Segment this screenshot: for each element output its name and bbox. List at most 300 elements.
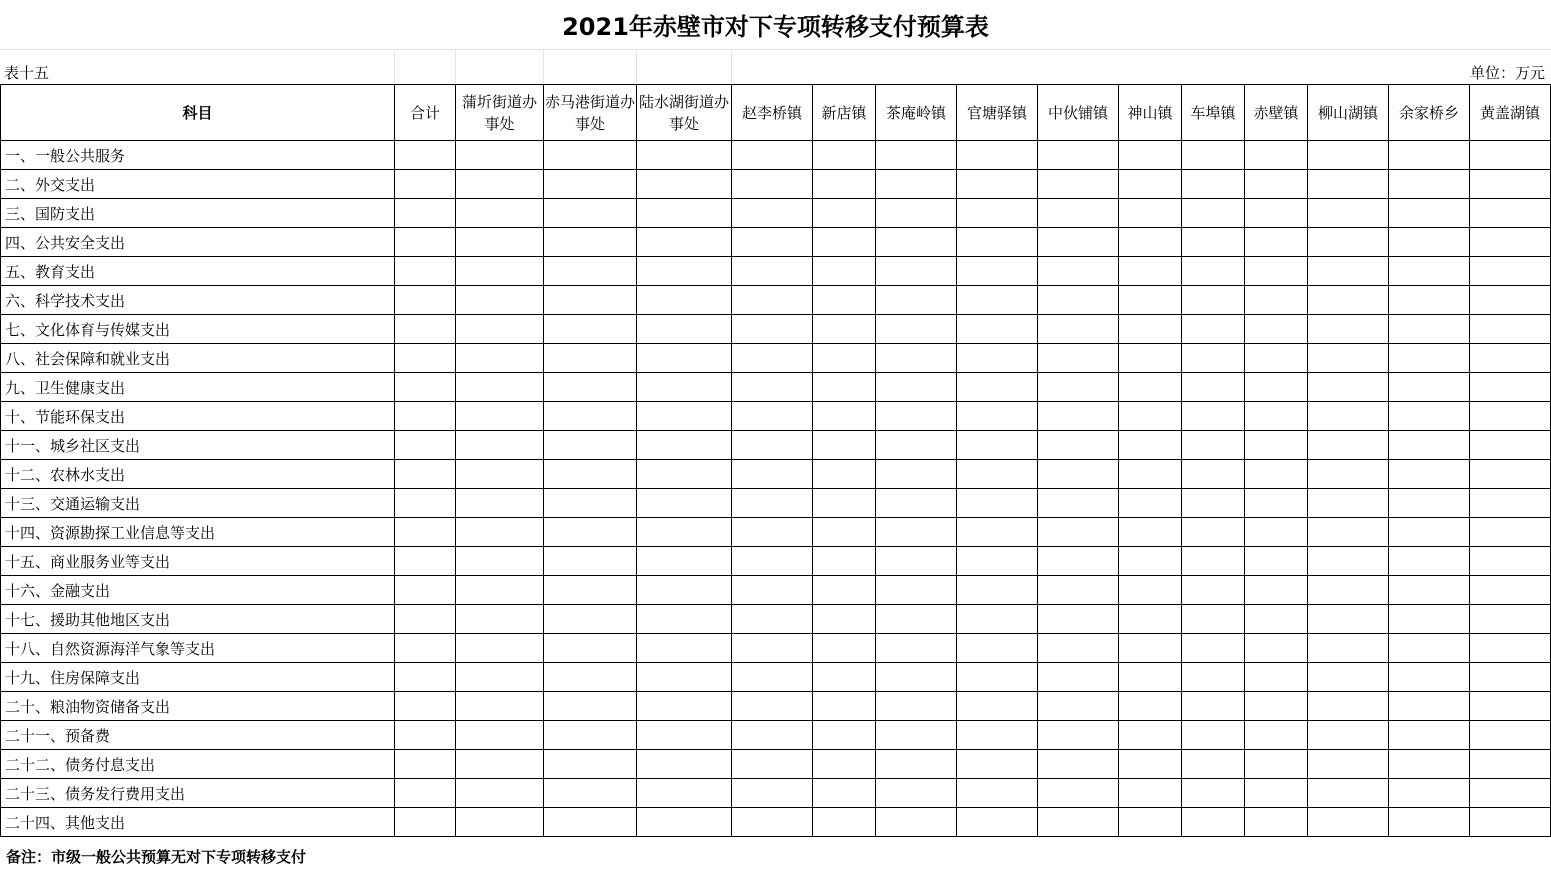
- value-cell[interactable]: [395, 663, 456, 692]
- value-cell[interactable]: [1245, 286, 1308, 315]
- value-cell[interactable]: [1470, 199, 1551, 228]
- value-cell[interactable]: [637, 750, 732, 779]
- value-cell[interactable]: [1182, 750, 1245, 779]
- value-cell[interactable]: [1182, 228, 1245, 257]
- header-column[interactable]: 合计: [395, 85, 456, 141]
- value-cell[interactable]: [1245, 663, 1308, 692]
- value-cell[interactable]: [456, 373, 544, 402]
- row-label-cell[interactable]: 八、社会保障和就业支出: [1, 344, 395, 373]
- value-cell[interactable]: [1470, 721, 1551, 750]
- value-cell[interactable]: [544, 228, 637, 257]
- value-cell[interactable]: [1182, 518, 1245, 547]
- value-cell[interactable]: [456, 692, 544, 721]
- value-cell[interactable]: [1245, 228, 1308, 257]
- value-cell[interactable]: [637, 518, 732, 547]
- row-label-cell[interactable]: 十九、住房保障支出: [1, 663, 395, 692]
- value-cell[interactable]: [1038, 199, 1119, 228]
- header-column[interactable]: 余家桥乡: [1389, 85, 1470, 141]
- value-cell[interactable]: [813, 547, 876, 576]
- value-cell[interactable]: [637, 634, 732, 663]
- row-label-cell[interactable]: 四、公共安全支出: [1, 228, 395, 257]
- value-cell[interactable]: [1389, 460, 1470, 489]
- value-cell[interactable]: [637, 431, 732, 460]
- value-cell[interactable]: [1119, 808, 1182, 837]
- value-cell[interactable]: [544, 605, 637, 634]
- value-cell[interactable]: [1389, 518, 1470, 547]
- value-cell[interactable]: [544, 518, 637, 547]
- value-cell[interactable]: [456, 199, 544, 228]
- value-cell[interactable]: [1182, 460, 1245, 489]
- value-cell[interactable]: [813, 634, 876, 663]
- value-cell[interactable]: [637, 779, 732, 808]
- value-cell[interactable]: [1119, 692, 1182, 721]
- value-cell[interactable]: [1245, 692, 1308, 721]
- value-cell[interactable]: [1182, 315, 1245, 344]
- value-cell[interactable]: [732, 692, 813, 721]
- value-cell[interactable]: [1389, 634, 1470, 663]
- value-cell[interactable]: [1119, 460, 1182, 489]
- value-cell[interactable]: [1308, 721, 1389, 750]
- value-cell[interactable]: [876, 576, 957, 605]
- value-cell[interactable]: [1245, 489, 1308, 518]
- value-cell[interactable]: [1245, 315, 1308, 344]
- value-cell[interactable]: [1470, 489, 1551, 518]
- value-cell[interactable]: [456, 518, 544, 547]
- value-cell[interactable]: [637, 576, 732, 605]
- value-cell[interactable]: [1182, 721, 1245, 750]
- value-cell[interactable]: [1038, 141, 1119, 170]
- value-cell[interactable]: [876, 518, 957, 547]
- value-cell[interactable]: [395, 576, 456, 605]
- value-cell[interactable]: [1308, 257, 1389, 286]
- value-cell[interactable]: [813, 779, 876, 808]
- value-cell[interactable]: [1245, 634, 1308, 663]
- value-cell[interactable]: [1308, 750, 1389, 779]
- value-cell[interactable]: [1119, 141, 1182, 170]
- value-cell[interactable]: [544, 634, 637, 663]
- row-label-cell[interactable]: 十二、农林水支出: [1, 460, 395, 489]
- value-cell[interactable]: [456, 779, 544, 808]
- value-cell[interactable]: [1038, 373, 1119, 402]
- value-cell[interactable]: [876, 199, 957, 228]
- value-cell[interactable]: [1182, 576, 1245, 605]
- value-cell[interactable]: [1245, 605, 1308, 634]
- value-cell[interactable]: [456, 576, 544, 605]
- value-cell[interactable]: [1245, 750, 1308, 779]
- value-cell[interactable]: [1245, 199, 1308, 228]
- value-cell[interactable]: [395, 286, 456, 315]
- value-cell[interactable]: [544, 460, 637, 489]
- value-cell[interactable]: [1119, 634, 1182, 663]
- value-cell[interactable]: [813, 344, 876, 373]
- row-label-cell[interactable]: 二、外交支出: [1, 170, 395, 199]
- value-cell[interactable]: [1038, 721, 1119, 750]
- value-cell[interactable]: [732, 431, 813, 460]
- value-cell[interactable]: [637, 721, 732, 750]
- value-cell[interactable]: [1470, 808, 1551, 837]
- row-label-cell[interactable]: 十七、援助其他地区支出: [1, 605, 395, 634]
- value-cell[interactable]: [544, 402, 637, 431]
- value-cell[interactable]: [813, 750, 876, 779]
- value-cell[interactable]: [637, 199, 732, 228]
- value-cell[interactable]: [957, 663, 1038, 692]
- value-cell[interactable]: [1470, 605, 1551, 634]
- value-cell[interactable]: [957, 576, 1038, 605]
- value-cell[interactable]: [957, 344, 1038, 373]
- header-column[interactable]: 官塘驿镇: [957, 85, 1038, 141]
- value-cell[interactable]: [395, 808, 456, 837]
- value-cell[interactable]: [1389, 576, 1470, 605]
- header-column[interactable]: 茶庵岭镇: [876, 85, 957, 141]
- value-cell[interactable]: [732, 663, 813, 692]
- value-cell[interactable]: [1470, 286, 1551, 315]
- value-cell[interactable]: [876, 663, 957, 692]
- value-cell[interactable]: [1119, 750, 1182, 779]
- value-cell[interactable]: [957, 750, 1038, 779]
- value-cell[interactable]: [1389, 808, 1470, 837]
- value-cell[interactable]: [544, 547, 637, 576]
- value-cell[interactable]: [957, 199, 1038, 228]
- row-label-cell[interactable]: 二十四、其他支出: [1, 808, 395, 837]
- value-cell[interactable]: [732, 750, 813, 779]
- value-cell[interactable]: [876, 489, 957, 518]
- value-cell[interactable]: [1308, 576, 1389, 605]
- value-cell[interactable]: [1245, 808, 1308, 837]
- value-cell[interactable]: [957, 228, 1038, 257]
- value-cell[interactable]: [1119, 199, 1182, 228]
- value-cell[interactable]: [957, 779, 1038, 808]
- value-cell[interactable]: [637, 141, 732, 170]
- value-cell[interactable]: [456, 431, 544, 460]
- value-cell[interactable]: [1470, 344, 1551, 373]
- value-cell[interactable]: [1182, 808, 1245, 837]
- value-cell[interactable]: [1470, 315, 1551, 344]
- value-cell[interactable]: [813, 257, 876, 286]
- value-cell[interactable]: [1470, 692, 1551, 721]
- value-cell[interactable]: [1038, 228, 1119, 257]
- value-cell[interactable]: [1389, 431, 1470, 460]
- value-cell[interactable]: [1245, 402, 1308, 431]
- value-cell[interactable]: [395, 547, 456, 576]
- value-cell[interactable]: [1038, 576, 1119, 605]
- value-cell[interactable]: [1389, 286, 1470, 315]
- value-cell[interactable]: [957, 634, 1038, 663]
- value-cell[interactable]: [732, 344, 813, 373]
- value-cell[interactable]: [957, 518, 1038, 547]
- value-cell[interactable]: [876, 431, 957, 460]
- value-cell[interactable]: [813, 518, 876, 547]
- value-cell[interactable]: [732, 808, 813, 837]
- row-label-cell[interactable]: 三、国防支出: [1, 199, 395, 228]
- value-cell[interactable]: [456, 170, 544, 199]
- value-cell[interactable]: [1119, 605, 1182, 634]
- value-cell[interactable]: [456, 663, 544, 692]
- value-cell[interactable]: [456, 489, 544, 518]
- value-cell[interactable]: [732, 634, 813, 663]
- value-cell[interactable]: [732, 460, 813, 489]
- value-cell[interactable]: [544, 199, 637, 228]
- value-cell[interactable]: [395, 634, 456, 663]
- value-cell[interactable]: [1038, 518, 1119, 547]
- value-cell[interactable]: [813, 692, 876, 721]
- header-column[interactable]: 新店镇: [813, 85, 876, 141]
- value-cell[interactable]: [813, 228, 876, 257]
- value-cell[interactable]: [1308, 518, 1389, 547]
- value-cell[interactable]: [456, 605, 544, 634]
- value-cell[interactable]: [957, 692, 1038, 721]
- value-cell[interactable]: [1389, 170, 1470, 199]
- header-subject[interactable]: 科目: [1, 85, 395, 141]
- value-cell[interactable]: [957, 286, 1038, 315]
- value-cell[interactable]: [876, 547, 957, 576]
- value-cell[interactable]: [1119, 431, 1182, 460]
- row-label-cell[interactable]: 十四、资源勘探工业信息等支出: [1, 518, 395, 547]
- value-cell[interactable]: [1182, 779, 1245, 808]
- value-cell[interactable]: [544, 344, 637, 373]
- row-label-cell[interactable]: 二十二、债务付息支出: [1, 750, 395, 779]
- value-cell[interactable]: [732, 141, 813, 170]
- value-cell[interactable]: [544, 663, 637, 692]
- value-cell[interactable]: [1038, 315, 1119, 344]
- value-cell[interactable]: [876, 344, 957, 373]
- value-cell[interactable]: [813, 402, 876, 431]
- value-cell[interactable]: [732, 315, 813, 344]
- value-cell[interactable]: [1308, 605, 1389, 634]
- value-cell[interactable]: [876, 257, 957, 286]
- value-cell[interactable]: [813, 286, 876, 315]
- value-cell[interactable]: [395, 750, 456, 779]
- value-cell[interactable]: [544, 750, 637, 779]
- row-label-cell[interactable]: 一、一般公共服务: [1, 141, 395, 170]
- value-cell[interactable]: [732, 228, 813, 257]
- value-cell[interactable]: [957, 170, 1038, 199]
- value-cell[interactable]: [456, 460, 544, 489]
- value-cell[interactable]: [957, 373, 1038, 402]
- value-cell[interactable]: [1389, 315, 1470, 344]
- value-cell[interactable]: [637, 170, 732, 199]
- value-cell[interactable]: [395, 315, 456, 344]
- value-cell[interactable]: [456, 634, 544, 663]
- value-cell[interactable]: [544, 576, 637, 605]
- value-cell[interactable]: [1389, 750, 1470, 779]
- value-cell[interactable]: [637, 286, 732, 315]
- value-cell[interactable]: [876, 808, 957, 837]
- header-column[interactable]: 赤壁镇: [1245, 85, 1308, 141]
- value-cell[interactable]: [544, 779, 637, 808]
- value-cell[interactable]: [1389, 228, 1470, 257]
- value-cell[interactable]: [1119, 547, 1182, 576]
- value-cell[interactable]: [876, 750, 957, 779]
- value-cell[interactable]: [1038, 750, 1119, 779]
- value-cell[interactable]: [876, 605, 957, 634]
- value-cell[interactable]: [1470, 431, 1551, 460]
- value-cell[interactable]: [1182, 141, 1245, 170]
- value-cell[interactable]: [957, 257, 1038, 286]
- value-cell[interactable]: [813, 141, 876, 170]
- header-column[interactable]: 中伙铺镇: [1038, 85, 1119, 141]
- value-cell[interactable]: [1119, 402, 1182, 431]
- value-cell[interactable]: [1038, 692, 1119, 721]
- value-cell[interactable]: [957, 431, 1038, 460]
- value-cell[interactable]: [732, 257, 813, 286]
- value-cell[interactable]: [1470, 257, 1551, 286]
- header-column[interactable]: 黄盖湖镇: [1470, 85, 1551, 141]
- value-cell[interactable]: [957, 141, 1038, 170]
- value-cell[interactable]: [1038, 547, 1119, 576]
- value-cell[interactable]: [1308, 634, 1389, 663]
- value-cell[interactable]: [1389, 373, 1470, 402]
- value-cell[interactable]: [1038, 286, 1119, 315]
- value-cell[interactable]: [1119, 779, 1182, 808]
- value-cell[interactable]: [1245, 141, 1308, 170]
- value-cell[interactable]: [395, 170, 456, 199]
- value-cell[interactable]: [637, 315, 732, 344]
- value-cell[interactable]: [1389, 779, 1470, 808]
- value-cell[interactable]: [1470, 460, 1551, 489]
- value-cell[interactable]: [957, 402, 1038, 431]
- value-cell[interactable]: [732, 286, 813, 315]
- value-cell[interactable]: [456, 344, 544, 373]
- row-label-cell[interactable]: 十、节能环保支出: [1, 402, 395, 431]
- value-cell[interactable]: [395, 257, 456, 286]
- value-cell[interactable]: [1182, 257, 1245, 286]
- value-cell[interactable]: [1308, 692, 1389, 721]
- row-label-cell[interactable]: 十三、交通运输支出: [1, 489, 395, 518]
- value-cell[interactable]: [1470, 170, 1551, 199]
- value-cell[interactable]: [813, 431, 876, 460]
- value-cell[interactable]: [1470, 663, 1551, 692]
- row-label-cell[interactable]: 五、教育支出: [1, 257, 395, 286]
- value-cell[interactable]: [1470, 779, 1551, 808]
- value-cell[interactable]: [876, 373, 957, 402]
- value-cell[interactable]: [813, 605, 876, 634]
- value-cell[interactable]: [1038, 808, 1119, 837]
- value-cell[interactable]: [1308, 373, 1389, 402]
- value-cell[interactable]: [1038, 344, 1119, 373]
- header-column[interactable]: 柳山湖镇: [1308, 85, 1389, 141]
- value-cell[interactable]: [1389, 692, 1470, 721]
- value-cell[interactable]: [957, 808, 1038, 837]
- value-cell[interactable]: [732, 199, 813, 228]
- value-cell[interactable]: [1182, 547, 1245, 576]
- value-cell[interactable]: [637, 402, 732, 431]
- value-cell[interactable]: [395, 518, 456, 547]
- row-label-cell[interactable]: 十六、金融支出: [1, 576, 395, 605]
- value-cell[interactable]: [1182, 663, 1245, 692]
- value-cell[interactable]: [1389, 547, 1470, 576]
- value-cell[interactable]: [876, 721, 957, 750]
- value-cell[interactable]: [876, 692, 957, 721]
- value-cell[interactable]: [1119, 170, 1182, 199]
- value-cell[interactable]: [1182, 692, 1245, 721]
- value-cell[interactable]: [1308, 663, 1389, 692]
- value-cell[interactable]: [876, 634, 957, 663]
- value-cell[interactable]: [395, 692, 456, 721]
- value-cell[interactable]: [957, 605, 1038, 634]
- value-cell[interactable]: [637, 663, 732, 692]
- value-cell[interactable]: [544, 141, 637, 170]
- value-cell[interactable]: [1389, 605, 1470, 634]
- row-label-cell[interactable]: 六、科学技术支出: [1, 286, 395, 315]
- value-cell[interactable]: [1245, 576, 1308, 605]
- value-cell[interactable]: [1119, 344, 1182, 373]
- value-cell[interactable]: [1308, 141, 1389, 170]
- value-cell[interactable]: [637, 257, 732, 286]
- header-column[interactable]: 蒲圻街道办事处: [456, 85, 544, 141]
- value-cell[interactable]: [637, 605, 732, 634]
- value-cell[interactable]: [1470, 373, 1551, 402]
- value-cell[interactable]: [456, 750, 544, 779]
- value-cell[interactable]: [456, 257, 544, 286]
- value-cell[interactable]: [813, 460, 876, 489]
- header-column[interactable]: 赵李桥镇: [732, 85, 813, 141]
- value-cell[interactable]: [544, 721, 637, 750]
- value-cell[interactable]: [1245, 373, 1308, 402]
- value-cell[interactable]: [732, 373, 813, 402]
- value-cell[interactable]: [1038, 431, 1119, 460]
- value-cell[interactable]: [1119, 489, 1182, 518]
- value-cell[interactable]: [544, 431, 637, 460]
- row-label-cell[interactable]: 十五、商业服务业等支出: [1, 547, 395, 576]
- value-cell[interactable]: [1038, 489, 1119, 518]
- header-column[interactable]: 陆水湖街道办事处: [637, 85, 732, 141]
- value-cell[interactable]: [544, 808, 637, 837]
- value-cell[interactable]: [1119, 576, 1182, 605]
- value-cell[interactable]: [456, 547, 544, 576]
- value-cell[interactable]: [395, 779, 456, 808]
- value-cell[interactable]: [456, 721, 544, 750]
- value-cell[interactable]: [1389, 663, 1470, 692]
- value-cell[interactable]: [957, 547, 1038, 576]
- value-cell[interactable]: [637, 808, 732, 837]
- row-label-cell[interactable]: 十一、城乡社区支出: [1, 431, 395, 460]
- value-cell[interactable]: [1119, 663, 1182, 692]
- value-cell[interactable]: [1182, 489, 1245, 518]
- value-cell[interactable]: [1182, 605, 1245, 634]
- value-cell[interactable]: [1389, 199, 1470, 228]
- value-cell[interactable]: [637, 547, 732, 576]
- header-column[interactable]: 车埠镇: [1182, 85, 1245, 141]
- value-cell[interactable]: [957, 489, 1038, 518]
- value-cell[interactable]: [1245, 344, 1308, 373]
- value-cell[interactable]: [456, 402, 544, 431]
- value-cell[interactable]: [456, 315, 544, 344]
- value-cell[interactable]: [1389, 344, 1470, 373]
- value-cell[interactable]: [395, 141, 456, 170]
- value-cell[interactable]: [957, 721, 1038, 750]
- value-cell[interactable]: [1245, 547, 1308, 576]
- value-cell[interactable]: [637, 460, 732, 489]
- value-cell[interactable]: [1470, 547, 1551, 576]
- value-cell[interactable]: [1182, 286, 1245, 315]
- value-cell[interactable]: [1308, 547, 1389, 576]
- value-cell[interactable]: [813, 663, 876, 692]
- value-cell[interactable]: [1182, 402, 1245, 431]
- value-cell[interactable]: [1470, 141, 1551, 170]
- value-cell[interactable]: [732, 576, 813, 605]
- value-cell[interactable]: [1308, 170, 1389, 199]
- value-cell[interactable]: [1245, 779, 1308, 808]
- value-cell[interactable]: [1308, 315, 1389, 344]
- value-cell[interactable]: [1245, 721, 1308, 750]
- value-cell[interactable]: [876, 402, 957, 431]
- value-cell[interactable]: [876, 315, 957, 344]
- value-cell[interactable]: [732, 518, 813, 547]
- value-cell[interactable]: [876, 779, 957, 808]
- value-cell[interactable]: [1245, 431, 1308, 460]
- value-cell[interactable]: [732, 170, 813, 199]
- header-column[interactable]: 神山镇: [1119, 85, 1182, 141]
